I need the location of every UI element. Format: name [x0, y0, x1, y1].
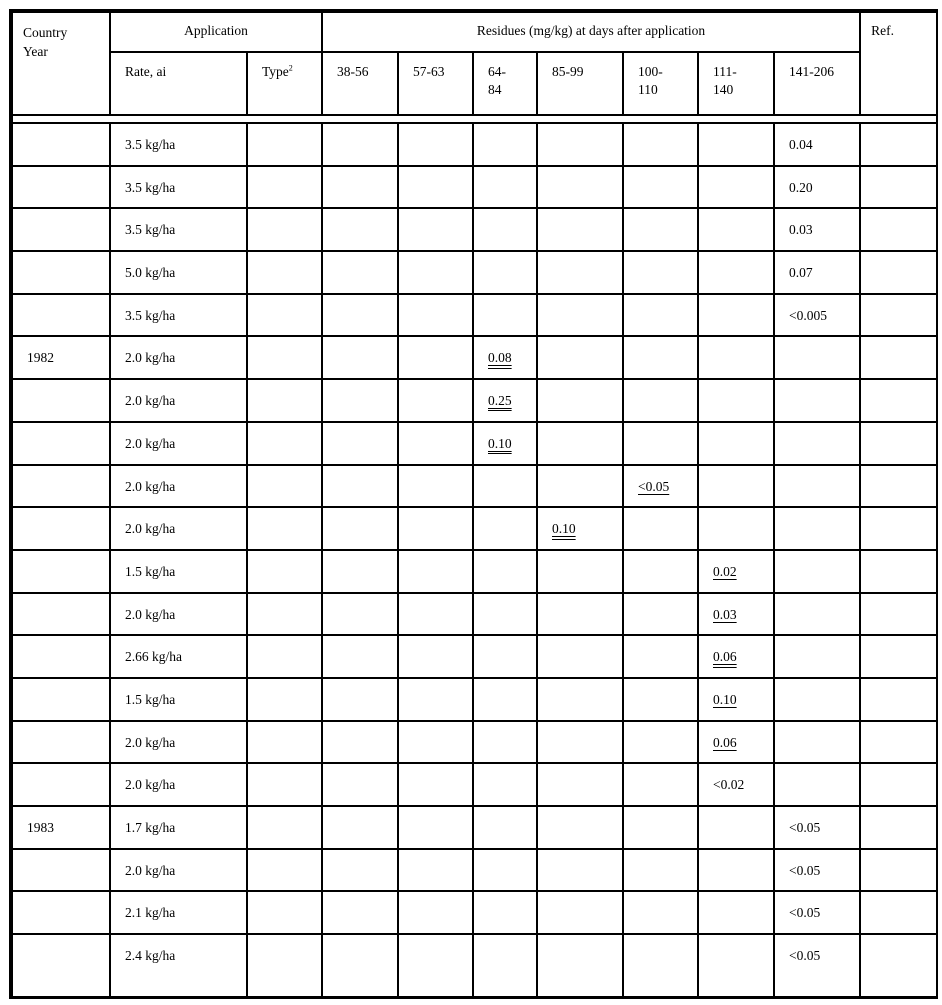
residue-cell: [398, 849, 473, 892]
residue-cell: [322, 166, 398, 209]
residue-cell: [623, 849, 698, 892]
year-cell: [12, 379, 110, 422]
type-cell: [247, 806, 322, 849]
residue-cell: [537, 465, 623, 508]
residue-cell: [537, 251, 623, 294]
residue-cell: [322, 550, 398, 593]
residue-cell: [398, 422, 473, 465]
residue-value: <0.005: [789, 307, 827, 323]
days-header: 100- 110: [623, 52, 698, 115]
residue-cell: [623, 294, 698, 337]
residue-cell: [774, 678, 860, 721]
rate-cell: 2.0 kg/ha: [110, 465, 247, 508]
residue-cell: [398, 465, 473, 508]
residue-cell: [537, 166, 623, 209]
residue-cell: [774, 422, 860, 465]
residue-value: 0.07: [789, 265, 813, 281]
residue-cell: [473, 593, 537, 636]
residue-cell: [774, 465, 860, 508]
residue-value: <0.05: [789, 820, 821, 835]
residue-cell: [322, 422, 398, 465]
table-row: [12, 635, 937, 678]
residue-cell: [322, 635, 398, 678]
residue-cell: [322, 934, 398, 997]
residue-cell: [698, 678, 774, 721]
residue-value: <0.05: [789, 905, 821, 921]
residue-value: 0.02: [713, 563, 737, 579]
residue-cell: [398, 123, 473, 166]
rate-cell: 2.4 kg/ha: [110, 934, 247, 997]
residue-cell: [774, 806, 860, 849]
residue-cell: [774, 763, 860, 806]
residue-cell: [473, 465, 537, 508]
residue-cell: [537, 849, 623, 892]
ref-cell: [860, 593, 937, 636]
residue-cell: [322, 721, 398, 764]
rate-cell: 2.0 kg/ha: [110, 422, 247, 465]
ref-cell: [860, 422, 937, 465]
residue-cell: [698, 379, 774, 422]
type-cell: [247, 635, 322, 678]
residue-cell: [774, 721, 860, 764]
type-label: Type: [262, 64, 289, 79]
residue-cell: [698, 550, 774, 593]
days-header: 85-99: [537, 52, 623, 115]
residue-cell: [774, 849, 860, 892]
residue-cell: [473, 891, 537, 934]
residue-cell: [774, 208, 860, 251]
rate-cell: 2.0 kg/ha: [110, 379, 247, 422]
type-cell: [247, 166, 322, 209]
ref-cell: [860, 465, 937, 508]
residue-cell: [537, 593, 623, 636]
table-row: [12, 721, 937, 764]
year-cell: [12, 208, 110, 251]
residue-cell: [623, 593, 698, 636]
residue-cell: [698, 166, 774, 209]
type-cell: [247, 891, 322, 934]
residue-cell: [398, 208, 473, 251]
table-row: [12, 166, 937, 209]
year-cell: [12, 635, 110, 678]
residue-cell: [398, 806, 473, 849]
country-year-header: [12, 12, 110, 115]
rate-cell: 2.1 kg/ha: [110, 891, 247, 934]
ref-cell: [860, 294, 937, 337]
residue-cell: [537, 294, 623, 337]
rate-cell: 2.0 kg/ha: [110, 336, 247, 379]
residue-cell: [623, 336, 698, 379]
residue-cell: [398, 763, 473, 806]
type-cell: [247, 294, 322, 337]
residue-cell: [398, 891, 473, 934]
table-row: [12, 763, 937, 806]
type-cell: [247, 849, 322, 892]
residue-cell: [537, 422, 623, 465]
residue-cell: [398, 721, 473, 764]
table-row: [12, 849, 937, 892]
type-footnote: 2: [288, 63, 293, 73]
residue-cell: [537, 336, 623, 379]
residue-cell: [473, 294, 537, 337]
year-cell: [12, 763, 110, 806]
residue-value: <0.05: [789, 948, 821, 964]
ref-cell: [860, 891, 937, 934]
residues-table: [11, 11, 938, 998]
residue-value: 0.10: [488, 435, 512, 451]
residue-value: 0.10: [713, 691, 737, 707]
type-cell: [247, 678, 322, 721]
residue-cell: [623, 891, 698, 934]
residue-cell: [473, 721, 537, 764]
residue-cell: [623, 379, 698, 422]
residue-cell: [623, 465, 698, 508]
residue-cell: [473, 635, 537, 678]
ref-cell: [860, 678, 937, 721]
residue-cell: [322, 806, 398, 849]
residue-cell: [774, 507, 860, 550]
residue-value: 0.25: [488, 393, 512, 409]
residue-cell: [774, 123, 860, 166]
residue-cell: [398, 379, 473, 422]
residue-cell: [322, 465, 398, 508]
days-header: 38-56: [322, 52, 398, 115]
ref-cell: [860, 763, 937, 806]
residue-cell: [698, 806, 774, 849]
table-row: [12, 465, 937, 508]
residue-cell: [623, 550, 698, 593]
residue-cell: [473, 806, 537, 849]
residue-cell: [537, 763, 623, 806]
rate-header: Rate, ai: [110, 52, 247, 115]
residue-cell: [537, 934, 623, 997]
residue-cell: [322, 849, 398, 892]
residue-cell: [537, 721, 623, 764]
rate-cell: 1.7 kg/ha: [110, 806, 247, 849]
residue-cell: [398, 336, 473, 379]
residue-cell: [698, 763, 774, 806]
residue-cell: [537, 806, 623, 849]
residue-cell: [473, 934, 537, 997]
residue-cell: [698, 422, 774, 465]
year-cell: [12, 294, 110, 337]
rate-cell: 3.5 kg/ha: [110, 123, 247, 166]
ref-cell: [860, 166, 937, 209]
residue-cell: [623, 422, 698, 465]
residue-cell: [322, 123, 398, 166]
rate-cell: 2.0 kg/ha: [110, 593, 247, 636]
residue-cell: [322, 208, 398, 251]
residue-cell: [537, 123, 623, 166]
residue-cell: [537, 678, 623, 721]
residue-cell: [473, 251, 537, 294]
residue-cell: [623, 507, 698, 550]
rate-cell: 2.0 kg/ha: [110, 763, 247, 806]
residue-cell: [774, 379, 860, 422]
residue-cell: [398, 550, 473, 593]
residue-value: 0.20: [789, 179, 813, 195]
residue-cell: [398, 635, 473, 678]
residue-cell: [698, 123, 774, 166]
residue-cell: [698, 849, 774, 892]
type-cell: [247, 422, 322, 465]
table-row: [12, 123, 937, 166]
table-row: [12, 678, 937, 721]
table-row: [12, 422, 937, 465]
residue-cell: [473, 678, 537, 721]
residue-cell: [473, 507, 537, 550]
type-cell: [247, 550, 322, 593]
ref-cell: [860, 251, 937, 294]
residue-cell: [322, 379, 398, 422]
residue-value: 0.06: [713, 649, 737, 665]
residue-cell: [322, 891, 398, 934]
rate-cell: 3.5 kg/ha: [110, 294, 247, 337]
residue-cell: [774, 593, 860, 636]
residue-value: 0.04: [789, 137, 813, 152]
rate-cell: 2.0 kg/ha: [110, 721, 247, 764]
residue-cell: [398, 251, 473, 294]
ref-cell: [860, 123, 937, 166]
type-cell: [247, 379, 322, 422]
residue-cell: [537, 379, 623, 422]
type-cell: [247, 123, 322, 166]
residue-value: 0.08: [488, 350, 512, 366]
residue-cell: [537, 208, 623, 251]
rate-cell: 2.66 kg/ha: [110, 635, 247, 678]
residue-cell: [698, 336, 774, 379]
residue-cell: [398, 934, 473, 997]
residue-cell: [473, 550, 537, 593]
year-cell: [12, 422, 110, 465]
year-cell: [12, 251, 110, 294]
year-cell: [12, 593, 110, 636]
type-cell: [247, 934, 322, 997]
residue-cell: [623, 806, 698, 849]
residue-cell: [774, 294, 860, 337]
table-body: [12, 115, 937, 997]
year-cell: [12, 166, 110, 209]
residue-cell: [473, 379, 537, 422]
residue-cell: [623, 678, 698, 721]
residue-value: <0.02: [713, 777, 745, 793]
table-row: [12, 507, 937, 550]
rate-cell: 3.5 kg/ha: [110, 166, 247, 209]
table-row: [12, 336, 937, 379]
type-cell: [247, 507, 322, 550]
rate-cell: 2.0 kg/ha: [110, 507, 247, 550]
rate-cell: 1.5 kg/ha: [110, 678, 247, 721]
type-cell: [247, 336, 322, 379]
days-header: 111- 140: [698, 52, 774, 115]
residue-cell: [698, 721, 774, 764]
residue-cell: [398, 294, 473, 337]
days-header: 64- 84: [473, 52, 537, 115]
type-header: [247, 52, 322, 115]
residue-cell: [473, 763, 537, 806]
residue-cell: [698, 251, 774, 294]
residue-cell: [623, 123, 698, 166]
residue-cell: [473, 849, 537, 892]
year-cell: [12, 550, 110, 593]
residue-cell: [698, 934, 774, 997]
residue-cell: [537, 550, 623, 593]
days-header: 141-206: [774, 52, 860, 115]
residue-cell: [623, 721, 698, 764]
residue-cell: [774, 934, 860, 997]
year-cell: [12, 678, 110, 721]
residue-cell: [698, 294, 774, 337]
residue-cell: [774, 166, 860, 209]
residue-cell: [623, 166, 698, 209]
table-row: [12, 208, 937, 251]
type-cell: [247, 593, 322, 636]
table-row: [12, 934, 937, 997]
residue-cell: [774, 891, 860, 934]
residue-value: 0.03: [789, 222, 813, 238]
residue-value: 0.10: [552, 521, 576, 537]
residue-cell: [623, 635, 698, 678]
type-cell: [247, 763, 322, 806]
residue-cell: [774, 635, 860, 678]
table-row: [12, 550, 937, 593]
residue-cell: [322, 294, 398, 337]
ref-cell: [860, 849, 937, 892]
ref-cell: [860, 550, 937, 593]
year-cell: [12, 721, 110, 764]
year-cell: [12, 465, 110, 508]
header-separator: [12, 115, 937, 123]
ref-cell: [860, 507, 937, 550]
type-cell: [247, 251, 322, 294]
residue-cell: [398, 166, 473, 209]
table-row: [12, 379, 937, 422]
residue-cell: [698, 635, 774, 678]
residue-cell: [774, 550, 860, 593]
year-cell: [12, 934, 110, 997]
residue-cell: [623, 208, 698, 251]
table-row: [12, 251, 937, 294]
residue-cell: [698, 593, 774, 636]
residue-cell: [698, 465, 774, 508]
residue-cell: [322, 763, 398, 806]
country-label: Country: [23, 25, 68, 40]
residue-cell: [698, 208, 774, 251]
ref-cell: [860, 379, 937, 422]
residue-value: <0.05: [789, 862, 821, 878]
residue-cell: [322, 336, 398, 379]
ref-header: Ref.: [860, 12, 937, 115]
table-row: [12, 294, 937, 337]
table-row: [12, 806, 937, 849]
residue-cell: [398, 507, 473, 550]
residue-cell: [473, 422, 537, 465]
residue-value: <0.05: [638, 478, 670, 494]
residue-cell: [322, 678, 398, 721]
type-cell: [247, 465, 322, 508]
residue-cell: [322, 593, 398, 636]
ref-cell: [860, 934, 937, 997]
application-header: Application: [110, 12, 322, 52]
residue-value: 0.03: [713, 606, 737, 622]
year-cell: 1982: [12, 336, 110, 379]
residue-cell: [322, 507, 398, 550]
table-row: [12, 891, 937, 934]
type-cell: [247, 208, 322, 251]
year-cell: [12, 849, 110, 892]
residue-cell: [698, 891, 774, 934]
residue-cell: [774, 336, 860, 379]
year-cell: 1983: [12, 806, 110, 849]
ref-cell: [860, 721, 937, 764]
ref-cell: [860, 208, 937, 251]
ref-cell: [860, 635, 937, 678]
type-cell: [247, 721, 322, 764]
ref-cell: [860, 806, 937, 849]
residue-cell: [537, 507, 623, 550]
year-cell: [12, 507, 110, 550]
residue-cell: [537, 635, 623, 678]
residue-value: 0.06: [713, 734, 737, 750]
residue-cell: [698, 507, 774, 550]
rate-cell: 3.5 kg/ha: [110, 208, 247, 251]
rate-cell: 5.0 kg/ha: [110, 251, 247, 294]
residue-cell: [623, 934, 698, 997]
year-cell: [12, 891, 110, 934]
year-cell: [12, 123, 110, 166]
residue-cell: [473, 166, 537, 209]
residue-cell: [398, 678, 473, 721]
residue-cell: [322, 251, 398, 294]
residues-header: Residues (mg/kg) at days after application: [322, 12, 860, 52]
rate-cell: 2.0 kg/ha: [110, 849, 247, 892]
table-row: [12, 593, 937, 636]
days-header: 57-63: [398, 52, 473, 115]
residue-cell: [473, 123, 537, 166]
residue-cell: [623, 763, 698, 806]
residue-cell: [473, 208, 537, 251]
residue-cell: [623, 251, 698, 294]
ref-cell: [860, 336, 937, 379]
year-label: Year: [23, 44, 48, 59]
residue-cell: [398, 593, 473, 636]
residue-cell: [537, 891, 623, 934]
rate-cell: 1.5 kg/ha: [110, 550, 247, 593]
residue-cell: [473, 336, 537, 379]
residue-cell: [774, 251, 860, 294]
